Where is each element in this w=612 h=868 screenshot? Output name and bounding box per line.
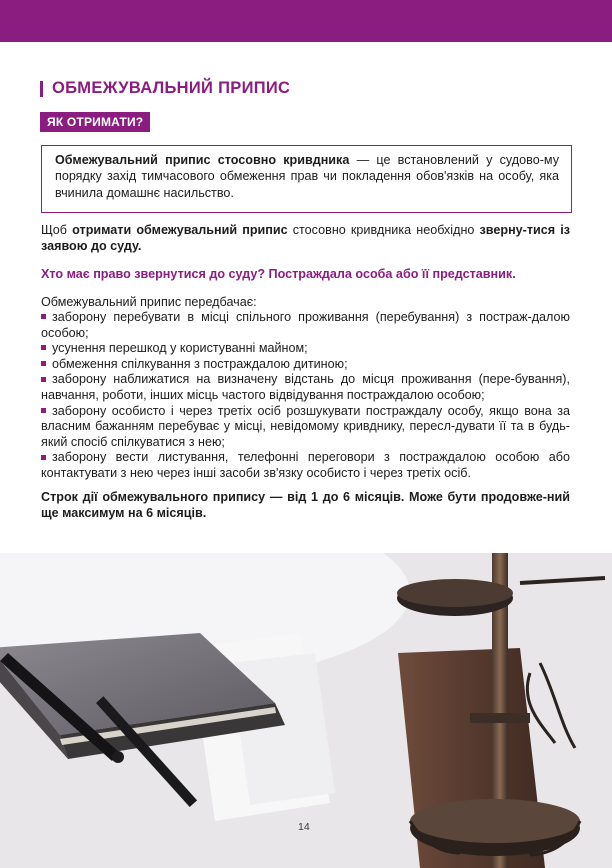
bullet-icon — [41, 408, 46, 413]
how-to-paragraph — [41, 223, 570, 254]
definition-box — [41, 145, 572, 213]
list-item — [41, 310, 570, 341]
how-to-bold-1: отримати обмежувальний припис — [72, 223, 288, 237]
list-item-text: заборону наближатися на визначену відстань до місця проживання (пере-бування), навчання, роботи, інших місць частого відвідування постраждалою особою; — [41, 372, 570, 402]
list-item-text: обмеження спілкування з постраждалою дитиною; — [52, 356, 348, 371]
list-item-text: заборону особисто і через третіх осіб розшукувати постраждалу особу, якщо вона за власним бажанням перебуває у місці, невідомому кривднику, пересл-дувати її та в будь-який спосіб спілкуватися з нею; — [41, 403, 570, 449]
list-intro: Обмежувальний припис передбачає: — [41, 295, 257, 309]
who-can-apply: Хто має право звернутися до суду? Постраждала особа або її представник. — [41, 267, 516, 281]
list-item — [41, 404, 570, 451]
term-of-validity: Строк дії обмежувального припису — від 1 до 6 місяців. Може бути продовже-ний ще максимум на 6 місяців. — [41, 490, 570, 520]
bullet-icon — [41, 345, 46, 350]
bullet-icon — [41, 361, 46, 366]
title-marker — [40, 81, 43, 97]
page-number: 14 — [298, 821, 310, 833]
bullet-icon — [41, 377, 46, 382]
bullet-icon — [41, 455, 46, 460]
definition-term: Обмежувальний припис стосовно кривдника — [55, 153, 350, 167]
provisions-list — [41, 310, 570, 482]
list-item — [41, 341, 570, 357]
list-item-text: заборону вести листування, телефонні переговори з постраждалою особою або контактувати з нею через інші засоби зв'язку особисто і через третіх осіб. — [41, 450, 570, 480]
section-title-row — [40, 79, 290, 98]
definition-text: — це встановлений у судово-му порядку захід тимчасового обмеження прав чи покладення обов'язків на особу, яка вчинила домашнє насильство. — [55, 153, 559, 200]
list-item-text: усунення перешкод у користуванні майном; — [52, 341, 308, 356]
list-item — [41, 357, 570, 373]
header-bar — [0, 0, 612, 42]
bullet-icon — [41, 314, 46, 319]
list-item — [41, 450, 570, 481]
page-title: ОБМЕЖУВАЛЬНИЙ ПРИПИС — [52, 79, 291, 97]
how-to-mid: стосовно кривдника необхідно — [287, 223, 480, 237]
how-to-bold-2: зверну-тися із заявою до суду. — [41, 223, 571, 253]
list-item — [41, 372, 570, 403]
how-to-pre: Щоб — [41, 223, 73, 237]
list-item-text: заборону перебувати в місці спільного проживання (перебування) з постраж-далою особою; — [41, 310, 570, 340]
section-badge: ЯК ОТРИМАТИ? — [40, 112, 150, 132]
